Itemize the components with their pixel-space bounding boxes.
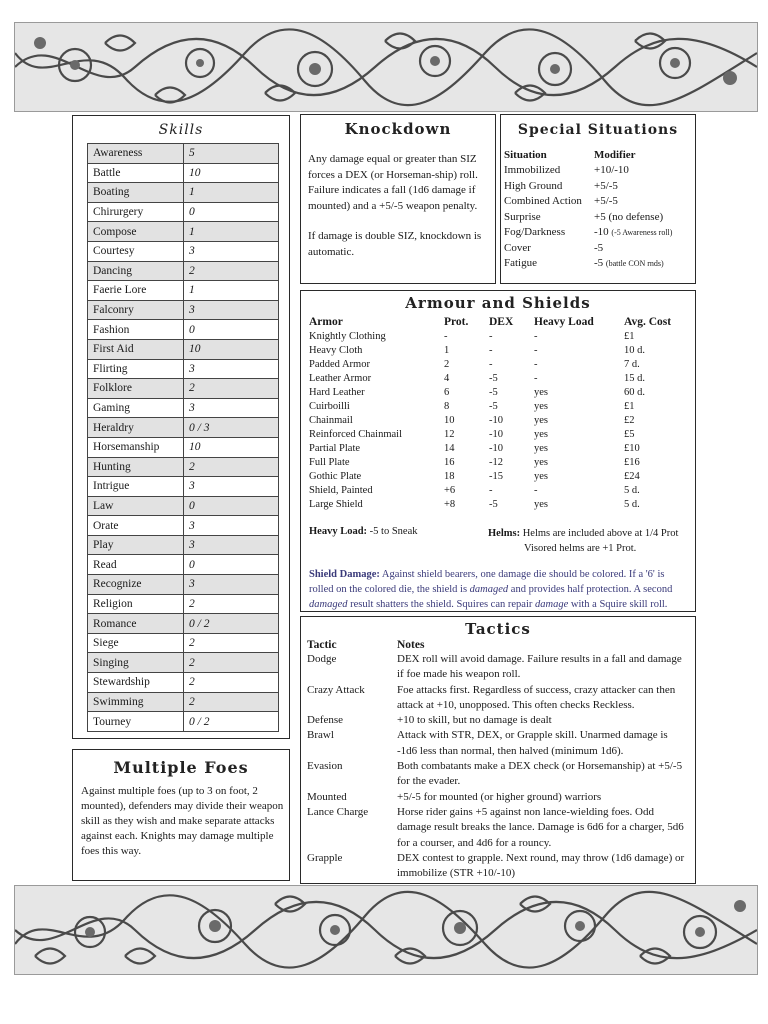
skill-value: 2 — [184, 261, 279, 281]
tactic-note: +10 to skill, but no damage is dealt — [397, 714, 552, 727]
armor-row — [309, 413, 694, 427]
special-situation-row — [504, 163, 672, 179]
armor-column-header: DEX — [489, 316, 514, 328]
armor-cell: £10 — [624, 442, 640, 454]
skill-value: 1 — [184, 281, 279, 301]
skill-value: 3 — [184, 516, 279, 536]
situation-name: Fatigue — [504, 257, 537, 270]
skill-row — [88, 516, 279, 536]
skill-value: 3 — [184, 359, 279, 379]
armor-cell: 60 d. — [624, 386, 645, 398]
bottom-decorative-border — [14, 885, 758, 975]
tactics-title: Tactics — [465, 620, 531, 638]
helms-note — [488, 526, 678, 556]
skill-value: 10 — [184, 163, 279, 183]
skill-value: 3 — [184, 300, 279, 320]
top-decorative-border — [14, 22, 758, 112]
armor-cell: yes — [534, 498, 548, 510]
armor-cell: -5 — [489, 386, 498, 398]
skill-name: Chirurgery — [88, 202, 184, 222]
armor-cell: -10 — [489, 428, 503, 440]
skill-value: 2 — [184, 653, 279, 673]
skills-title: Skills — [158, 122, 204, 138]
armor-cell: yes — [534, 470, 548, 482]
armor-row — [309, 483, 694, 497]
skill-value: 0 — [184, 320, 279, 340]
armor-cell: - — [489, 484, 493, 496]
skill-value: 3 — [184, 241, 279, 261]
shield-damage-text: Against shield bearers, one damage die should be colored. If a '6' is rolled on the colored die, the shield is — [309, 569, 665, 595]
notes-header: Notes — [397, 638, 425, 651]
shield-damage-text: with a Squire skill roll. — [568, 599, 668, 610]
skill-value: 1 — [184, 183, 279, 203]
helms-text-2: Visored helms are +1 Prot. — [524, 543, 637, 554]
tactic-note: DEX roll will avoid damage. Failure results in a fall and damage if foe made his weapon roll. — [397, 653, 682, 681]
armor-cell: -5 — [489, 372, 498, 384]
helms-label: Helms: — [488, 528, 521, 539]
skill-name: Siege — [88, 633, 184, 653]
skill-row — [88, 712, 279, 732]
skill-row — [88, 555, 279, 575]
armor-cell: - — [489, 330, 493, 342]
skill-value: 3 — [184, 575, 279, 595]
skill-value: 2 — [184, 692, 279, 712]
situation-modifier: -5 (battle CON rnds) — [594, 257, 664, 270]
armor-row — [309, 455, 694, 469]
floral-border-icon — [15, 23, 757, 111]
skill-name: Faerie Lore — [88, 281, 184, 301]
knockdown-panel — [300, 114, 496, 284]
armor-row — [309, 427, 694, 441]
situation-name: Cover — [504, 241, 531, 254]
skill-row — [88, 496, 279, 516]
skill-value: 5 — [184, 144, 279, 164]
tactic-header: Tactic — [307, 638, 337, 651]
armor-cell: Knightly Clothing — [309, 330, 386, 342]
situation-modifier: +5 (no defense) — [594, 210, 664, 223]
armor-row — [309, 329, 694, 343]
tactic-name: Brawl — [307, 729, 334, 742]
skill-value: 0 — [184, 555, 279, 575]
skill-name: Law — [88, 496, 184, 516]
skill-row — [88, 379, 279, 399]
armor-cell: Gothic Plate — [309, 470, 362, 482]
tactic-name: Evasion — [307, 760, 343, 773]
armor-cell: 16 — [444, 456, 455, 468]
skill-value: 0 — [184, 202, 279, 222]
skill-row — [88, 653, 279, 673]
skill-value: 2 — [184, 633, 279, 653]
armor-cell: 1 — [444, 344, 450, 356]
armor-cell: £16 — [624, 456, 640, 468]
armor-cell: -15 — [489, 470, 503, 482]
armor-cell: Padded Armor — [309, 358, 370, 370]
armor-cell: Heavy Cloth — [309, 344, 363, 356]
armor-column-header: Prot. — [444, 316, 469, 328]
skill-value: 1 — [184, 222, 279, 242]
skill-name: Battle — [88, 163, 184, 183]
armor-row — [309, 343, 694, 357]
skill-value: 2 — [184, 457, 279, 477]
shield-damage-note — [309, 567, 691, 612]
skill-row — [88, 673, 279, 693]
situation-note: (battle CON rnds) — [605, 259, 664, 269]
special-situation-row — [504, 209, 672, 225]
skill-value: 2 — [184, 673, 279, 693]
armor-column-header: Armor — [309, 316, 343, 328]
skill-row — [88, 202, 279, 222]
skill-row — [88, 339, 279, 359]
tactic-row — [307, 805, 687, 851]
knockdown-paragraph-2: If damage is double SIZ, knockdown is automatic. — [308, 230, 482, 258]
skill-row — [88, 359, 279, 379]
knockdown-paragraph-1: Any damage equal or greater than SIZ forces a DEX (or Horseman-ship) roll. Failure indicates a fall (1d6 damage if mounted) and a +5/-5 weapon penalty. — [308, 153, 478, 212]
tactic-row — [307, 652, 687, 683]
armor-cell: Shield, Painted — [309, 484, 373, 496]
tactic-note: DEX contest to grapple. Next round, may throw (1d6 damage) or immobilize (STR +10/-10) — [397, 851, 685, 880]
armor-cell: yes — [534, 428, 548, 440]
armor-cell: 8 — [444, 400, 450, 412]
skill-value: 3 — [184, 535, 279, 555]
skill-name: Courtesy — [88, 241, 184, 261]
situation-note: (-5 Awareness roll) — [611, 228, 673, 238]
tactic-row — [307, 728, 687, 759]
armor-cell: -12 — [489, 456, 503, 468]
skill-name: Stewardship — [88, 673, 184, 693]
skill-name: Horsemanship — [88, 437, 184, 457]
skill-row — [88, 261, 279, 281]
skill-name: Religion — [88, 594, 184, 614]
armor-cell: 15 d. — [624, 372, 645, 384]
skill-name: Orate — [88, 516, 184, 536]
armor-cell: -10 — [489, 414, 503, 426]
skill-value: 3 — [184, 398, 279, 418]
situation-modifier: +5/-5 — [594, 179, 618, 192]
situation-name: High Ground — [504, 179, 563, 192]
armor-cell: - — [534, 330, 538, 342]
skill-name: Swimming — [88, 692, 184, 712]
armor-cell: 4 — [444, 372, 450, 384]
armor-row — [309, 385, 694, 399]
skill-value: 10 — [184, 339, 279, 359]
shield-damage-emphasis: damage — [535, 599, 569, 610]
tactic-name: Dodge — [307, 653, 337, 665]
shield-damage-emphasis: damaged — [469, 584, 509, 595]
skill-name: Heraldry — [88, 418, 184, 438]
tactic-note: +5/-5 for mounted (or higher ground) warriors — [397, 790, 602, 803]
shield-damage-emphasis: damaged — [309, 599, 348, 610]
situation-name: Surprise — [504, 210, 541, 223]
armor-cell: £1 — [624, 330, 635, 342]
armor-row — [309, 469, 694, 483]
special-situation-row — [504, 194, 672, 210]
skill-row — [88, 183, 279, 203]
armour-shields-panel — [300, 290, 696, 612]
tactic-name: Lance Charge — [307, 805, 369, 818]
armor-cell: - — [534, 484, 538, 496]
armor-cell: Chainmail — [309, 414, 353, 426]
special-situations-title: Special Situations — [517, 122, 679, 138]
armor-cell: - — [489, 358, 493, 370]
situation-name: Combined Action — [504, 195, 582, 208]
armor-cell: - — [534, 372, 538, 384]
skill-row — [88, 241, 279, 261]
skill-row — [88, 437, 279, 457]
skill-row — [88, 477, 279, 497]
armor-cell: -10 — [489, 442, 503, 454]
situation-modifier: -5 — [594, 241, 604, 254]
armor-cell: - — [534, 358, 538, 370]
skill-name: Play — [88, 535, 184, 555]
special-situations-panel — [500, 114, 696, 284]
multiple-foes-title: Multiple Foes — [113, 758, 249, 777]
skill-row — [88, 222, 279, 242]
special-situation-row — [504, 225, 672, 241]
skill-row — [88, 320, 279, 340]
tactic-note: Foe attacks first. Regardless of success, crazy attacker can then attack at +10, unopposed. This often checks Reckless. — [397, 683, 676, 711]
skill-row — [88, 281, 279, 301]
heavy-load-text: -5 to Sneak — [367, 526, 418, 537]
skill-row — [88, 633, 279, 653]
skill-value: 0 / 2 — [184, 712, 279, 732]
skill-name: Singing — [88, 653, 184, 673]
shield-damage-text: result shatters the shield. Squires can repair — [347, 599, 535, 610]
armor-cell: yes — [534, 456, 548, 468]
armor-cell: £2 — [624, 414, 635, 426]
skill-name: Hunting — [88, 457, 184, 477]
skill-name: Compose — [88, 222, 184, 242]
skill-name: Tourney — [88, 712, 184, 732]
heavy-load-label: Heavy Load: — [309, 526, 368, 537]
tactic-name: Grapple — [307, 851, 343, 864]
armor-cell: +8 — [444, 498, 456, 510]
skill-value: 0 — [184, 496, 279, 516]
armor-cell: - — [444, 330, 448, 342]
armor-row — [309, 441, 694, 455]
special-situation-row — [504, 240, 672, 256]
shield-damage-label: Shield Damage: — [309, 569, 380, 580]
knockdown-title: Knockdown — [344, 120, 452, 138]
skill-row — [88, 300, 279, 320]
armor-cell: 2 — [444, 358, 450, 370]
skill-value: 10 — [184, 437, 279, 457]
situation-name: Fog/Darkness — [504, 226, 566, 239]
armor-cell: 5 d. — [624, 498, 640, 510]
skill-name: Folklore — [88, 379, 184, 399]
tactic-name: Mounted — [307, 790, 347, 803]
armor-cell: 18 — [444, 470, 455, 482]
tactic-row — [307, 790, 687, 805]
situation-name: Immobilized — [504, 164, 561, 177]
tactic-name: Defense — [307, 714, 344, 727]
armor-cell: 7 d. — [624, 358, 640, 370]
helms-text-1: Helms are included above at 1/4 Prot — [520, 528, 679, 539]
multiple-foes-panel — [72, 749, 290, 881]
armor-cell: Reinforced Chainmail — [309, 428, 403, 440]
armor-cell: Partial Plate — [309, 442, 361, 454]
armor-cell: Hard Leather — [309, 386, 365, 398]
multiple-foes-text: Against multiple foes (up to 3 on foot, 2 mounted), defenders may divide their weapon skill as they wish and make separate attacks against each. Knights may damage multiple foes this way. — [81, 785, 284, 857]
situation-modifier: +5/-5 — [594, 195, 618, 208]
special-situations-table — [504, 147, 672, 271]
armor-cell: 10 — [444, 414, 455, 426]
armor-cell: 6 — [444, 386, 450, 398]
skill-row — [88, 535, 279, 555]
situation-modifier: +10/-10 — [594, 164, 629, 177]
skill-row — [88, 594, 279, 614]
tactic-row — [307, 713, 687, 728]
special-situation-row — [504, 178, 672, 194]
tactic-row — [307, 759, 687, 790]
skill-name: Falconry — [88, 300, 184, 320]
skill-name: Gaming — [88, 398, 184, 418]
armor-row — [309, 357, 694, 371]
tactic-name: Crazy Attack — [307, 683, 365, 696]
armor-cell: £5 — [624, 428, 635, 440]
floral-border-icon — [15, 886, 757, 974]
tactic-note: Both combatants make a DEX check (or Horsemanship) at +5/-5 for the evader. — [397, 760, 683, 788]
skill-value: 0 / 3 — [184, 418, 279, 438]
skill-name: Awareness — [88, 144, 184, 164]
armor-cell: Full Plate — [309, 456, 350, 468]
skill-value: 0 / 2 — [184, 614, 279, 634]
skills-panel — [72, 115, 290, 739]
armor-column-header: Heavy Load — [534, 316, 594, 328]
skill-name: Read — [88, 555, 184, 575]
skill-name: Romance — [88, 614, 184, 634]
armor-cell: yes — [534, 414, 548, 426]
armor-row — [309, 399, 694, 413]
skill-row — [88, 575, 279, 595]
armor-row — [309, 371, 694, 385]
armor-row — [309, 497, 694, 511]
tactics-table — [307, 637, 687, 881]
skill-name: Boating — [88, 183, 184, 203]
armor-column-header: Avg. Cost — [624, 316, 672, 328]
heavy-load-note — [309, 526, 418, 537]
skill-value: 2 — [184, 379, 279, 399]
situation-header: Situation — [504, 148, 547, 161]
armor-cell: - — [489, 344, 493, 356]
armor-cell: -5 — [489, 400, 498, 412]
armor-cell: - — [534, 344, 538, 356]
armor-table — [309, 315, 694, 511]
skill-row — [88, 692, 279, 712]
armor-cell: +6 — [444, 484, 456, 496]
situation-modifier: -10 (-5 Awareness roll) — [594, 226, 673, 239]
skill-name: Dancing — [88, 261, 184, 281]
armour-shields-title: Armour and Shields — [405, 294, 591, 312]
skill-row — [88, 614, 279, 634]
armor-cell: Cuirboilli — [309, 400, 350, 412]
armor-cell: 10 d. — [624, 344, 645, 356]
armor-cell: yes — [534, 386, 548, 398]
modifier-header: Modifier — [594, 148, 636, 161]
armor-cell: yes — [534, 400, 548, 412]
shield-damage-text: and provides half protection. A second — [508, 584, 673, 595]
skill-row — [88, 398, 279, 418]
skill-name: Recognize — [88, 575, 184, 595]
armor-cell: £1 — [624, 400, 635, 412]
special-situation-row — [504, 256, 672, 272]
armor-cell: -5 — [489, 498, 498, 510]
armor-cell: 12 — [444, 428, 455, 440]
armor-cell: Large Shield — [309, 498, 363, 510]
skill-value: 3 — [184, 477, 279, 497]
skills-table — [87, 143, 279, 732]
armor-cell: 5 d. — [624, 484, 640, 496]
skill-name: Flirting — [88, 359, 184, 379]
skill-value: 2 — [184, 594, 279, 614]
skill-name: Intrigue — [88, 477, 184, 497]
armor-cell: 14 — [444, 442, 455, 454]
skill-row — [88, 418, 279, 438]
tactic-row — [307, 851, 687, 882]
skill-row — [88, 457, 279, 477]
armor-cell: Leather Armor — [309, 372, 372, 384]
tactic-row — [307, 683, 687, 714]
skill-name: Fashion — [88, 320, 184, 340]
tactic-note: Horse rider gains +5 against non lance-wielding foes. Odd damage result breaks the lance. Damage is 6d6 for a charger, 5d6 for a courser, and 4d6 for a rouncy. — [397, 805, 684, 849]
armor-cell: yes — [534, 442, 548, 454]
tactics-panel — [300, 616, 696, 884]
tactic-note: Attack with STR, DEX, or Grapple skill. Unarmed damage is -1d6 less than normal, then halved (minimum 1d6). — [397, 729, 668, 757]
skill-row — [88, 144, 279, 164]
skill-name: First Aid — [88, 339, 184, 359]
skill-row — [88, 163, 279, 183]
armor-cell: £24 — [624, 470, 640, 482]
